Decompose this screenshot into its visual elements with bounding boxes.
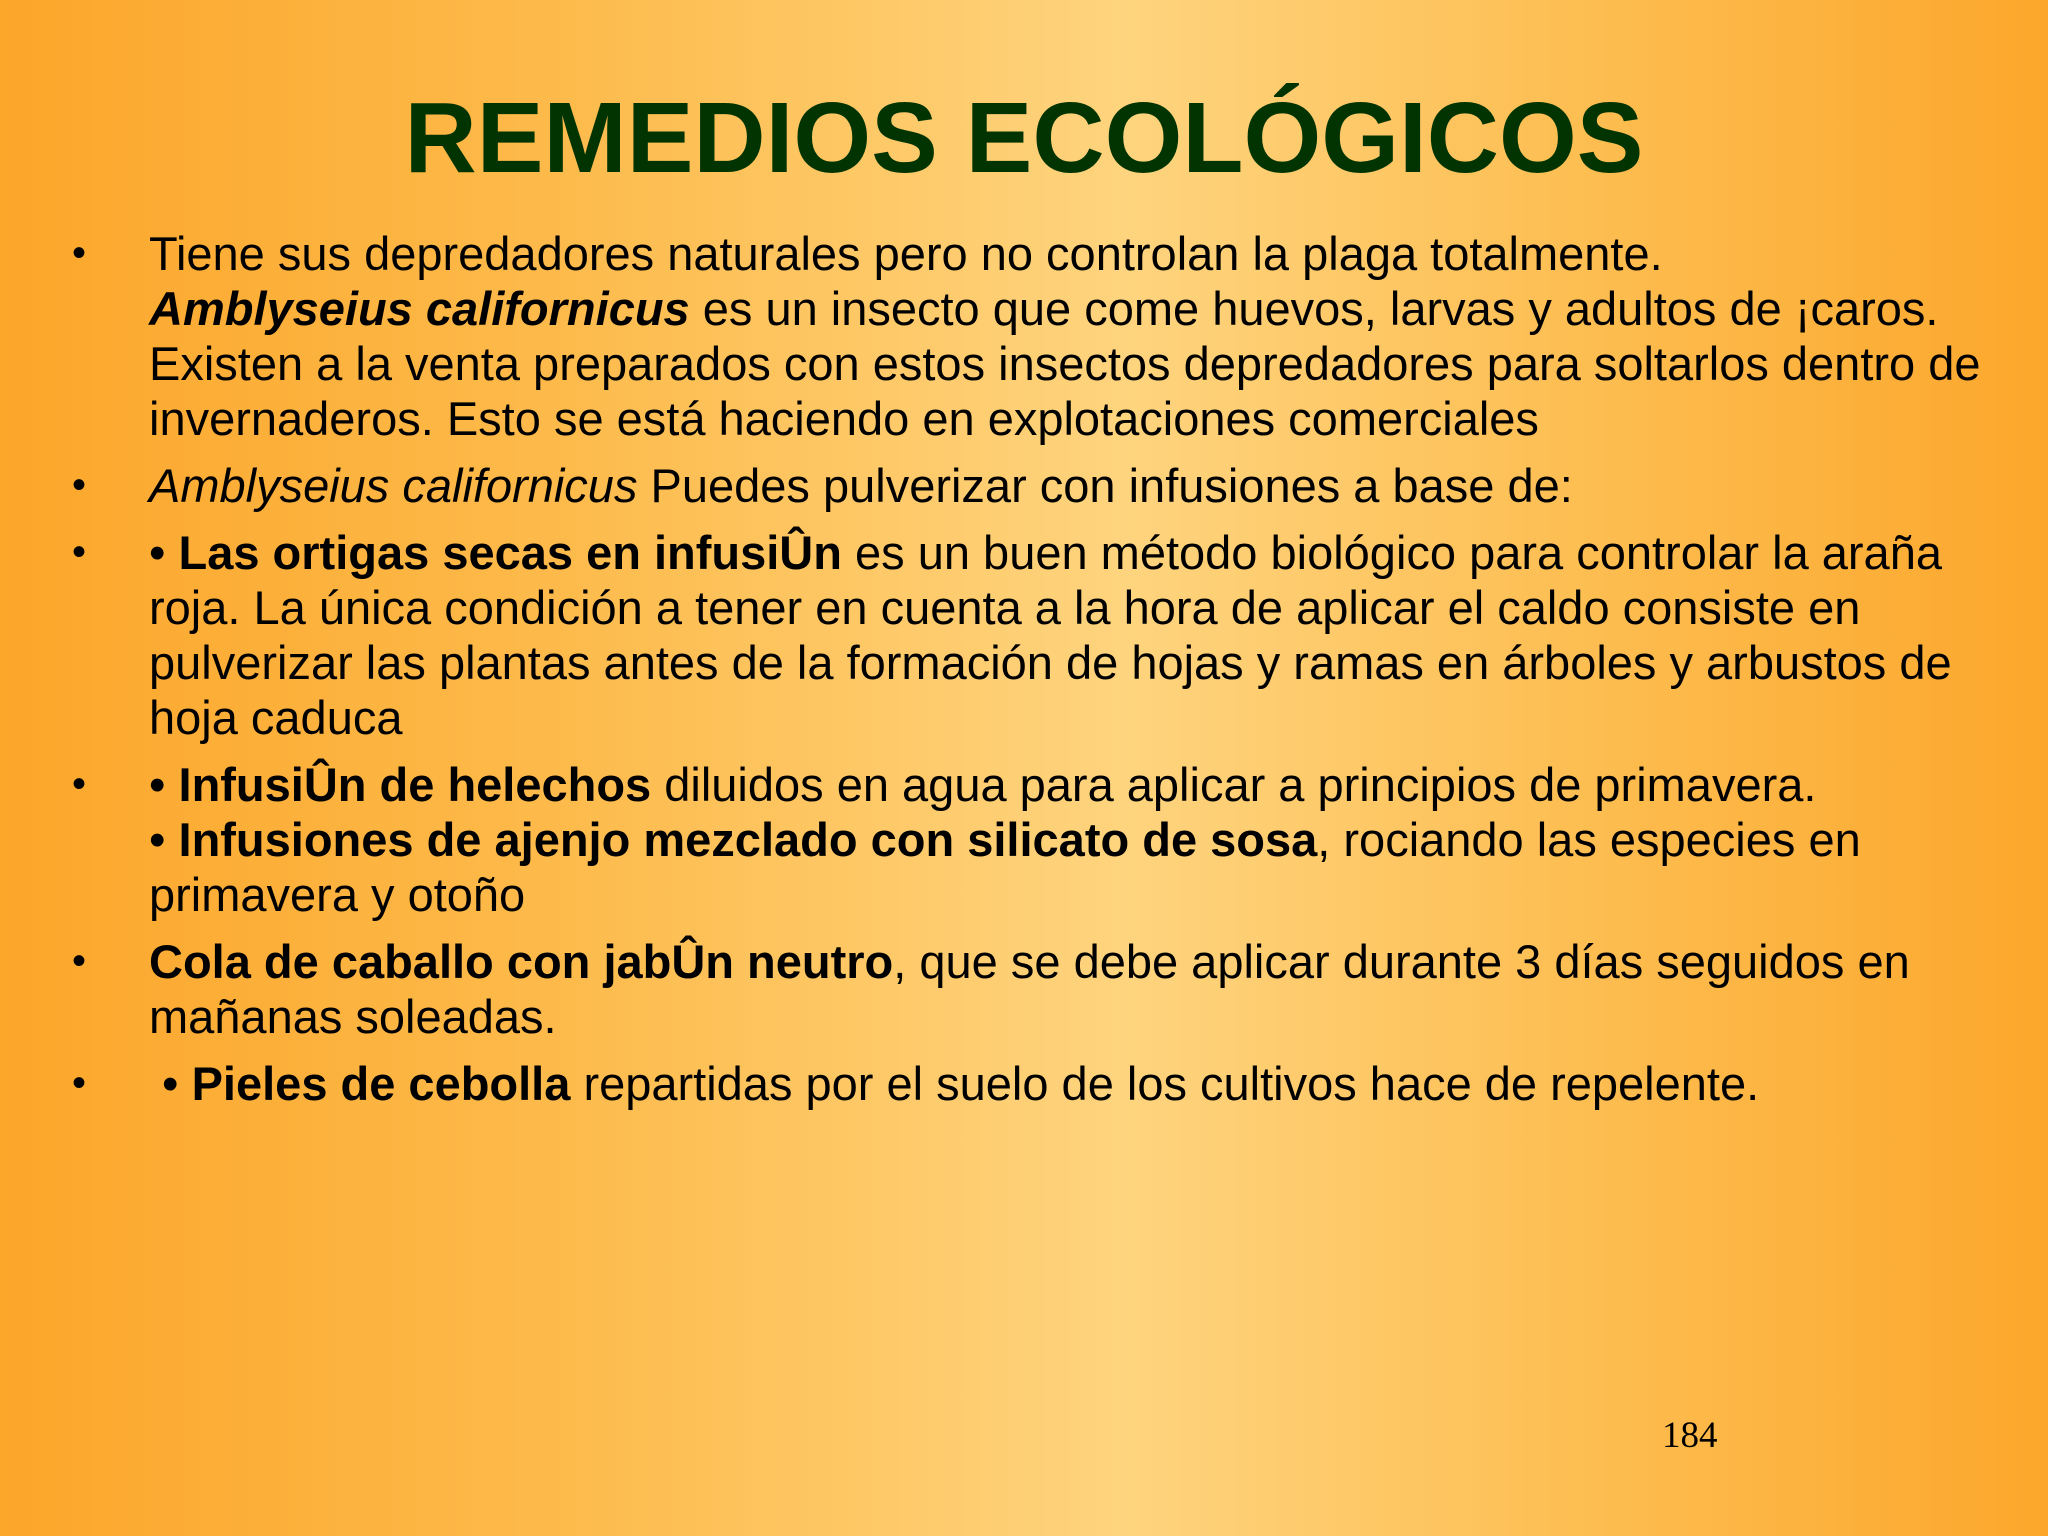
- slide-title: REMEDIOS ECOLÓGICOS: [404, 82, 1644, 194]
- inline-bullet: •: [149, 758, 179, 811]
- remedy-name: InfusiÛn de helechos: [178, 758, 652, 811]
- remedy-name: Pieles de cebolla: [191, 1057, 571, 1110]
- bullet-marker: •: [72, 762, 87, 806]
- remedy-name: Infusiones de ajenjo mezclado con silicato de sosa: [178, 813, 1318, 866]
- bullet-item-6: [0, 1056, 2048, 1111]
- bullet-text: diluidos en agua para aplicar a principios de primavera.: [651, 758, 1817, 811]
- bullet-text: Tiene sus depredadores naturales pero no controlan la plaga totalmente.: [149, 227, 1663, 280]
- species-name: Amblyseius californicus: [149, 282, 690, 335]
- inline-bullet: •: [149, 813, 179, 866]
- bullet-item-5: [0, 934, 2048, 1044]
- bullet-marker: •: [72, 939, 87, 983]
- sub-item: [149, 812, 2008, 922]
- bullet-text: Puedes pulverizar con infusiones a base de:: [637, 459, 1573, 512]
- bullet-text: , rociando las especies en primavera y otoño: [149, 813, 1861, 921]
- remedy-name: Las ortigas secas en infusiÛn: [178, 526, 842, 579]
- remedy-name: Cola de caballo con jabÛn neutro: [149, 935, 894, 988]
- bullet-text: es un insecto que come huevos, larvas y adultos de ¡caros. Existen a la venta preparados con estos insectos depredadores para soltarlos dentro de invernaderos. Esto se está haciendo en explotaciones comerciales: [149, 282, 1981, 445]
- inline-bullet: •: [149, 1057, 192, 1110]
- bullet-item-2: [0, 458, 2048, 513]
- page-number: 184: [1662, 1415, 1718, 1456]
- bullet-text: es un buen método biológico para controlar la araña roja. La única condición a tener en cuenta a la hora de aplicar el caldo consiste en pulverizar las plantas antes de la formación de hojas y ramas en árboles y arbustos de hoja caduca: [149, 526, 1952, 744]
- bullet-item-4: [0, 757, 2048, 922]
- bullet-marker: •: [72, 231, 87, 275]
- bullet-text: , que se debe aplicar durante 3 días seguidos en mañanas soleadas.: [149, 935, 1910, 1043]
- inline-bullet: •: [149, 526, 179, 579]
- sub-item: [149, 757, 2008, 812]
- bullet-list: [0, 226, 2048, 1123]
- bullet-marker: •: [72, 1061, 87, 1105]
- bullet-marker: •: [72, 530, 87, 574]
- bullet-marker: •: [72, 463, 87, 507]
- bullet-item-1: [0, 226, 2048, 446]
- species-name: Amblyseius californicus: [149, 459, 638, 512]
- bullet-item-3: [0, 525, 2048, 745]
- bullet-text: repartidas por el suelo de los cultivos hace de repelente.: [570, 1057, 1760, 1110]
